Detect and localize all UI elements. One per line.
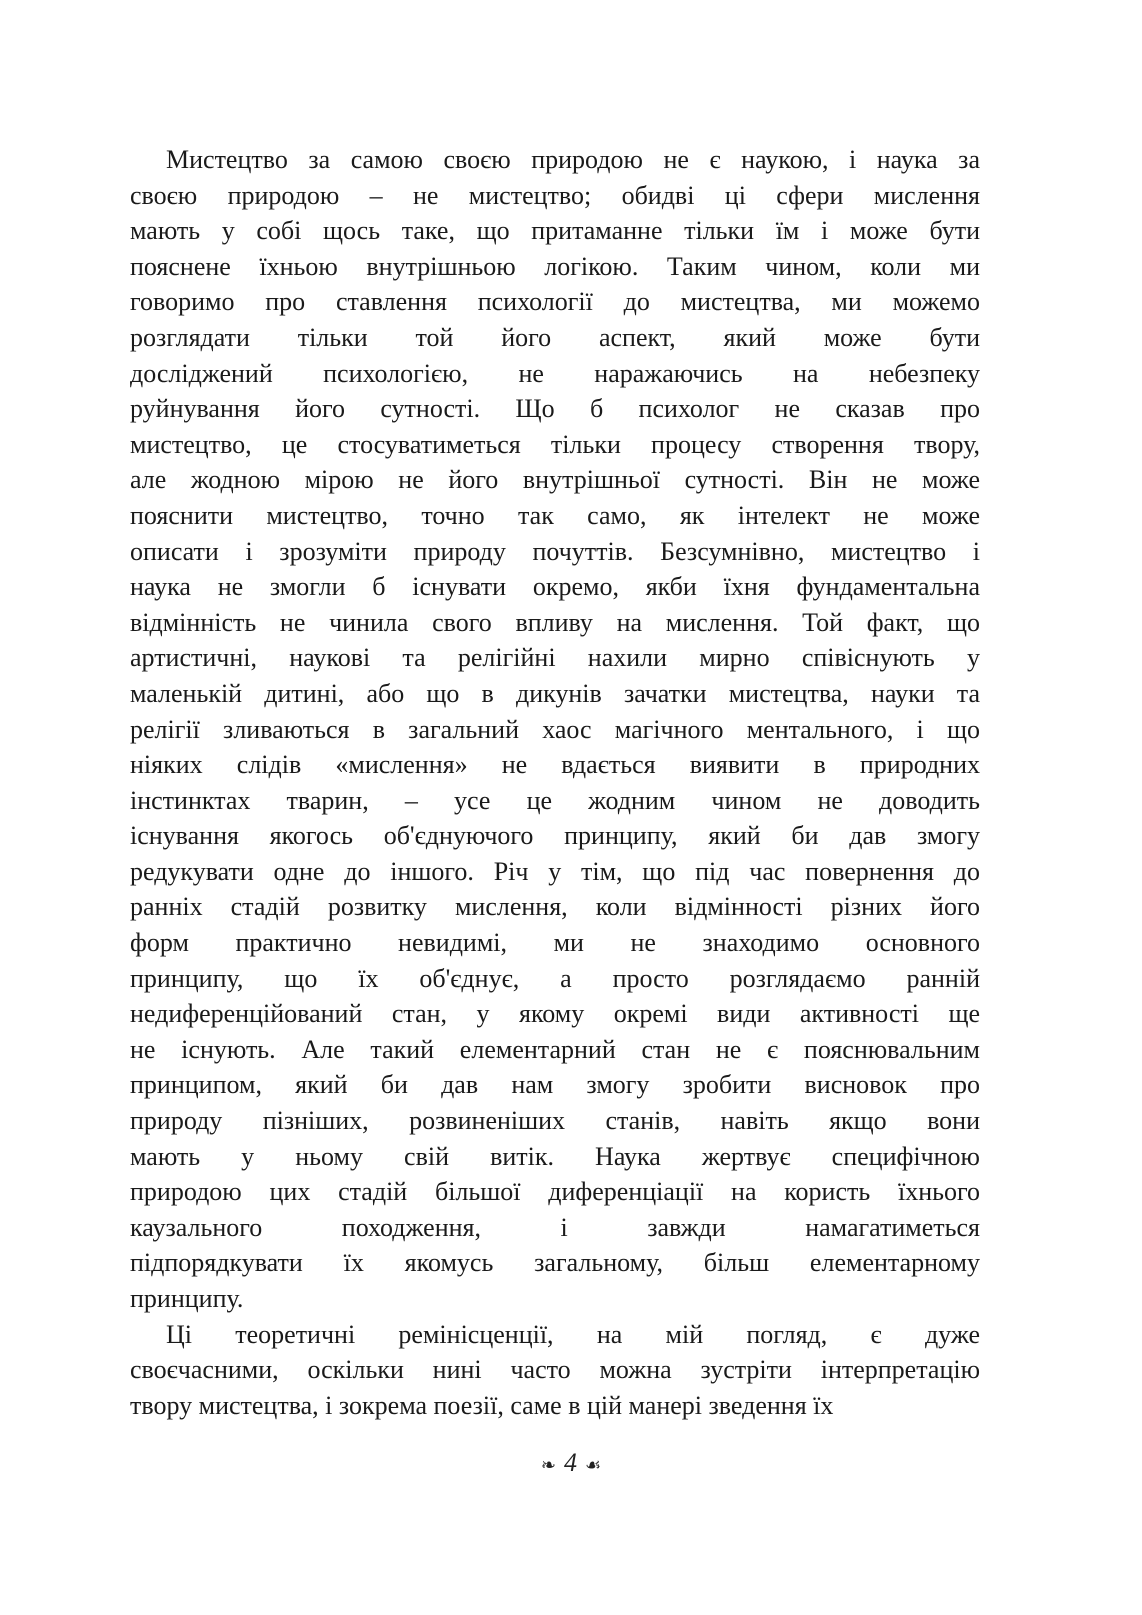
text-line: релігії зливаються в загальний хаос магічного ментального, і що xyxy=(130,714,980,744)
text-line: ранніх стадій розвитку мислення, коли відмінності різних його xyxy=(130,892,980,922)
page-number: 4 xyxy=(563,1448,577,1477)
text-line: недиференційований стан, у якому окремі види активності ще xyxy=(130,999,980,1029)
text-line: не існують. Але такий елементарний стан не є пояснювальним xyxy=(130,1034,980,1064)
text-line: природою цих стадій більшої диференціації на користь їхнього xyxy=(130,1177,980,1207)
text-line: природу пізніших, розвиненіших станів, навіть якщо вони xyxy=(130,1106,980,1136)
text-line: мають у ньому свій витік. Наука жертвує специфічною xyxy=(130,1141,980,1171)
ornament-right-icon: ☙ xyxy=(584,1454,602,1475)
text-line: артистичні, наукові та релігійні нахили мирно співіснують у xyxy=(130,643,980,673)
text-line: своєю природою – не мистецтво; обидві ці сфери мислення xyxy=(130,180,980,210)
text-line: наука не змогли б існувати окремо, якби їхня фундаментальна xyxy=(130,572,980,602)
text-line: мають у собі щось таке, що притаманне тільки їм і може бути xyxy=(130,216,980,246)
text-line: підпорядкувати їх якомусь загальному, більш елементарному xyxy=(130,1248,980,1278)
paragraph xyxy=(130,1317,980,1424)
text-line: інстинктах тварин, – усе це жодним чином не доводить xyxy=(130,785,980,815)
document-body xyxy=(130,142,980,1423)
text-line: редукувати одне до іншого. Річ у тім, що під час повернення до xyxy=(130,856,980,886)
text-line: своєчасними, оскільки нині часто можна зустріти інтерпретацію xyxy=(130,1355,980,1385)
text-line: розглядати тільки той його аспект, який може бути xyxy=(130,322,980,352)
text-line: Ці теоретичні ремінісценції, на мій погляд, є дуже xyxy=(166,1319,980,1349)
text-line: форм практично невидимі, ми не знаходимо основного xyxy=(130,928,980,958)
text-line: але жодною мірою не його внутрішньої сутності. Він не може xyxy=(130,465,980,495)
text-line: руйнування його сутності. Що б психолог не сказав про xyxy=(130,394,980,424)
text-line: принципу, що їх об'єднує, а просто розглядаємо ранній xyxy=(130,963,980,993)
page-footer xyxy=(0,1448,1142,1478)
text-line: відмінність не чинила свого впливу на мислення. Той факт, що xyxy=(130,607,980,637)
text-line: принципу. xyxy=(130,1284,244,1313)
text-line: пояснене їхньою внутрішньою логікою. Таким чином, коли ми xyxy=(130,251,980,281)
text-line: ніяких слідів «мислення» не вдається виявити в природних xyxy=(130,750,980,780)
text-line: пояснити мистецтво, точно так само, як інтелект не може xyxy=(130,500,980,530)
text-line: каузального походження, і завжди намагатиметься xyxy=(130,1212,980,1242)
text-line: маленькій дитині, або що в дикунів зачатки мистецтва, науки та xyxy=(130,678,980,708)
text-line: описати і зрозуміти природу почуттів. Безсумнівно, мистецтво і xyxy=(130,536,980,566)
text-line: існування якогось об'єднуючого принципу, який би дав змогу xyxy=(130,821,980,851)
text-line: говоримо про ставлення психології до мистецтва, ми можемо xyxy=(130,287,980,317)
paragraph xyxy=(130,142,980,1317)
text-line: досліджений психологією, не наражаючись на небезпеку xyxy=(130,358,980,388)
text-line: мистецтво, це стосуватиметься тільки процесу створення твору, xyxy=(130,429,980,459)
text-line: Мистецтво за самою своєю природою не є наукою, і наука за xyxy=(166,145,980,174)
text-line: твору мистецтва, і зокрема поезії, саме в цій манері зведення їх xyxy=(130,1390,834,1420)
ornament-left-icon: ❧ xyxy=(540,1454,556,1475)
text-line: принципом, який би дав нам змогу зробити висновок про xyxy=(130,1070,980,1100)
